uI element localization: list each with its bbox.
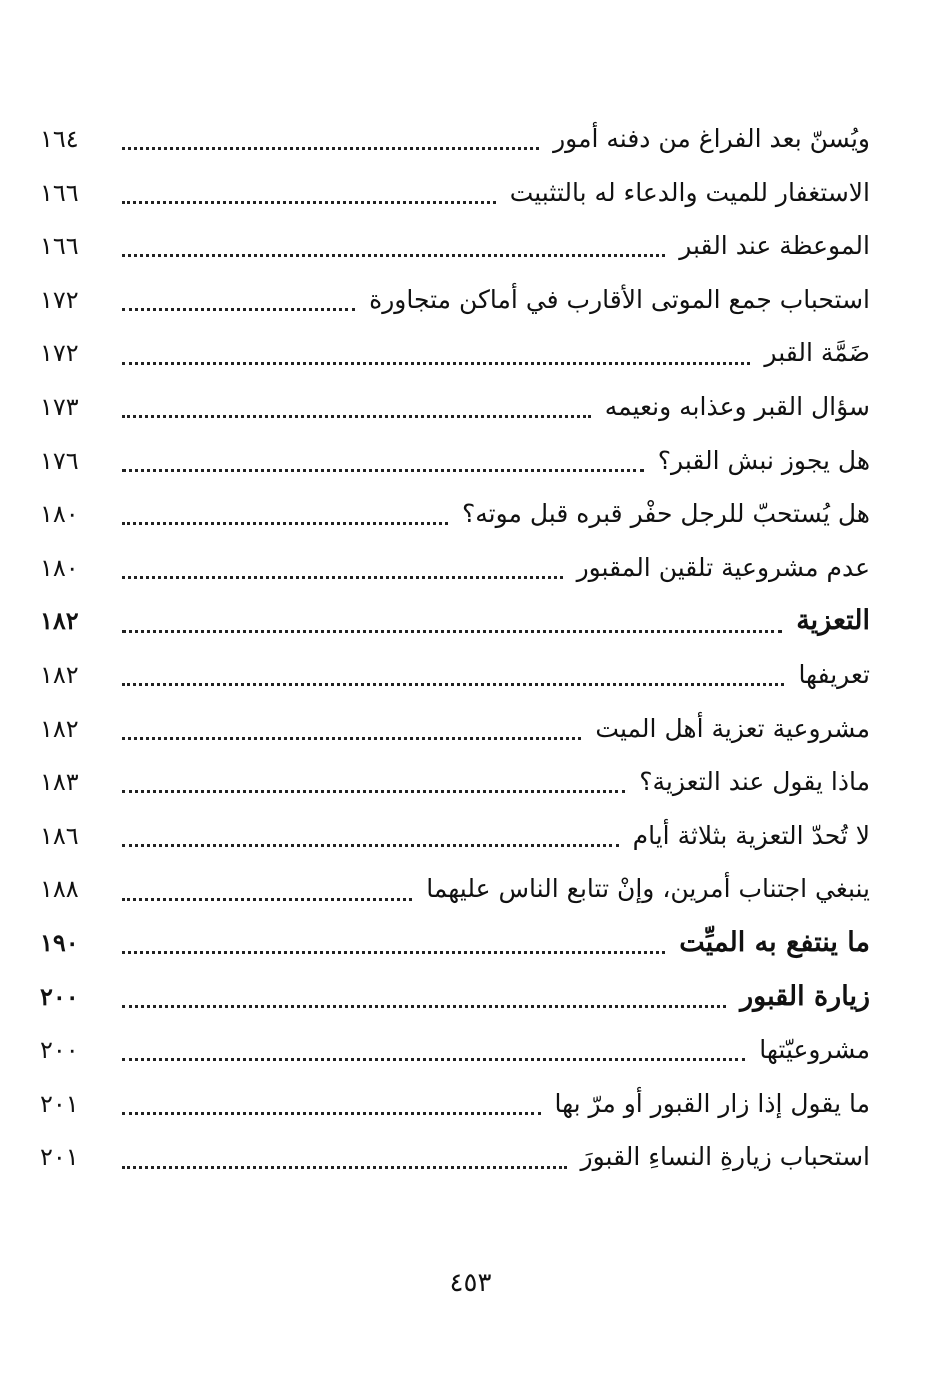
dot-leader [122, 1005, 726, 1008]
toc-entry-title: ضَمَّة القبر [764, 338, 870, 368]
dot-leader [122, 415, 591, 418]
toc-entry-title: هل يجوز نبش القبر؟ [657, 445, 870, 475]
toc-entry-page: ١٧٢ [40, 285, 79, 314]
toc-entry-title: مشروعيّتها [759, 1035, 870, 1065]
dot-leader [122, 790, 625, 793]
dot-leader [122, 522, 448, 525]
dot-leader [122, 898, 412, 901]
toc-entry [40, 1130, 870, 1184]
dot-leader [122, 254, 665, 257]
toc-entry-title: استحباب زيارةِ النساءِ القبورَ [580, 1142, 870, 1172]
dot-leader [122, 951, 665, 954]
toc-entry-page: ١٨٨ [40, 875, 79, 904]
toc-entry [40, 702, 870, 756]
toc-entry-title: ويُسنّ بعد الفراغ من دفنه أمور [553, 124, 870, 153]
toc-section-heading [40, 970, 870, 1024]
toc-entry-page: ١٦٦ [40, 178, 79, 207]
toc-entry-page: ١٩٠ [40, 927, 79, 957]
toc-entry-title: الاستغفار للميت والدعاء له بالتثبيت [509, 177, 870, 207]
dot-leader [122, 147, 539, 150]
dot-leader [122, 737, 581, 740]
toc-entry [40, 755, 870, 809]
toc-section-heading [40, 594, 870, 648]
toc-entry [40, 862, 870, 916]
toc-entry-page: ١٨٠ [40, 553, 79, 582]
toc-entry-title: تعريفها [798, 659, 870, 689]
toc-entry-title: ماذا يقول عند التعزية؟ [639, 767, 870, 797]
toc-entry [40, 434, 870, 488]
toc-entry [40, 648, 870, 702]
toc-entry-page: ١٧٦ [40, 446, 79, 475]
dot-leader [122, 683, 784, 686]
toc-entry-title: لا تُحدّ التعزية بثلاثة أيام [632, 820, 870, 850]
toc-entry [40, 166, 870, 220]
toc-entry [40, 487, 870, 541]
dot-leader [122, 1166, 567, 1169]
dot-leader [122, 844, 619, 847]
toc-entry-title: زيارة القبور [740, 980, 870, 1012]
toc-entry-page: ١٨٢ [40, 660, 79, 689]
toc-entry-page: ١٧٢ [40, 339, 79, 368]
toc-entry-page: ٢٠٠ [40, 1036, 79, 1065]
toc-entry-page: ١٨٣ [40, 768, 79, 797]
toc-entry-title: الموعظة عند القبر [679, 231, 870, 261]
toc-entry-title: ما ينتفع به الميِّت [679, 926, 870, 958]
toc-entry-title: هل يُستحبّ للرجل حفْر قبره قبل موته؟ [461, 499, 870, 529]
toc-entry-page: ١٨٢ [40, 606, 79, 636]
dot-leader [122, 201, 496, 204]
toc-entry [40, 326, 870, 380]
toc-entry-title: استحباب جمع الموتى الأقارب في أماكن متجاورة [369, 284, 870, 314]
toc-entry-page: ٢٠١ [40, 1089, 79, 1118]
toc-entry [40, 112, 870, 166]
dot-leader [122, 1058, 745, 1061]
toc-entry [40, 809, 870, 863]
toc-entry-title: ينبغي اجتناب أمرين، وإنْ تتابع الناس عليهما [426, 874, 870, 904]
toc-entry-page: ٢٠١ [40, 1143, 79, 1172]
page-number: ٤٥٣ [449, 1268, 492, 1298]
dot-leader [122, 308, 355, 311]
toc-entry-title: ما يقول إذا زار القبور أو مرّ بها [554, 1088, 870, 1118]
toc-entry-page: ١٨٢ [40, 714, 79, 743]
toc-entry-title: عدم مشروعية تلقين المقبور [576, 552, 870, 582]
dot-leader [122, 576, 563, 579]
toc-entry [40, 380, 870, 434]
toc-entry [40, 541, 870, 595]
dot-leader [122, 362, 750, 365]
toc-entry [40, 273, 870, 327]
toc-entry-title: سؤال القبر وعذابه ونعيمه [604, 391, 870, 421]
toc-entry-title: التعزية [796, 605, 870, 637]
toc-entry [40, 1077, 870, 1131]
toc-entry-page: ١٦٤ [40, 125, 79, 153]
toc-entry-title: مشروعية تعزية أهل الميت [595, 713, 870, 743]
toc-entry-page: ١٨٦ [40, 821, 79, 850]
dot-leader [122, 630, 782, 633]
toc-entry [40, 219, 870, 273]
toc-entry-page: ١٦٦ [40, 232, 79, 261]
table-of-contents [40, 112, 870, 1184]
toc-entry [40, 1023, 870, 1077]
toc-section-heading [40, 916, 870, 970]
toc-entry-page: ١٧٣ [40, 392, 79, 421]
dot-leader [122, 1112, 541, 1115]
dot-leader [122, 469, 644, 472]
toc-entry-page: ١٨٠ [40, 500, 79, 529]
toc-entry-page: ٢٠٠ [40, 981, 79, 1011]
